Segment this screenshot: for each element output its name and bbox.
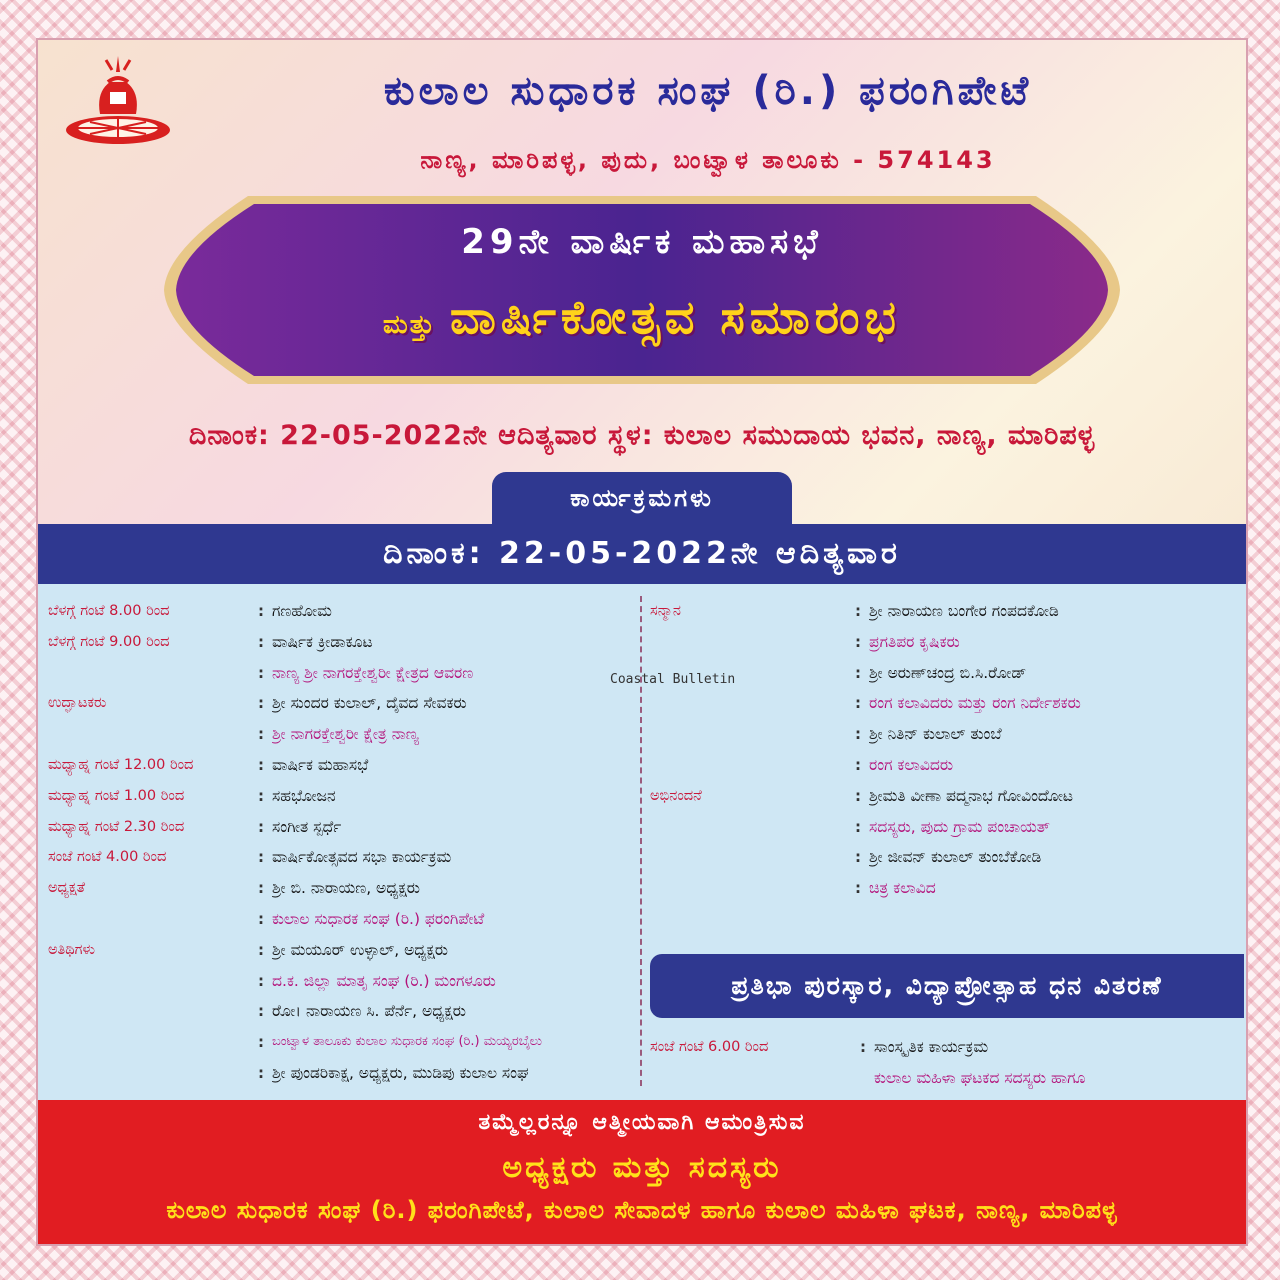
schedule-row [48,935,633,966]
right-schedule-column [650,596,1240,904]
schedule-time: ಮಧ್ಯಾಹ್ನ ಗಂಟೆ 2.30 ರಿಂದ [48,818,185,835]
schedule-row [650,812,1240,843]
schedule-description: ಶ್ರೀ ಸುಂದರ ಕುಲಾಲ್, ದೈವದ ಸೇವಕರು [272,694,467,713]
schedule-separator: : [258,971,264,990]
schedule-separator: : [258,1063,264,1082]
schedule-time: ಮಧ್ಯಾಹ್ನ ಗಂಟೆ 1.00 ರಿಂದ [48,787,185,804]
schedule-row [48,966,633,997]
schedule-row [48,1058,633,1089]
schedule-description: ಪ್ರಗತಿಪರ ಕೃಷಿಕರು [869,632,960,651]
schedule-description: ಸಂಗೀತ ಸ್ಪರ್ಧೆ [272,817,342,836]
schedule-time: ಮಧ್ಯಾಹ್ನ ಗಂಟೆ 12.00 ರಿಂದ [48,756,194,773]
schedule-row [48,688,633,719]
schedule-row [650,658,1240,689]
schedule-separator: : [258,879,264,898]
banner-main-text: ವಾರ್ಷಿಕೋತ್ಸವ ಸಮಾರಂಭ [450,290,901,344]
schedule-description: ಶ್ರೀ ನಿತಿನ್ ಕುಲಾಲ್ ತುಂಬೆ [869,725,1002,744]
schedule-separator: : [860,1038,866,1056]
schedule-separator: : [855,694,861,713]
schedule-separator: : [855,755,861,774]
footer-hosts-line: ಅಧ್ಯಕ್ಷರು ಮತ್ತು ಸದಸ್ಯರು [502,1150,782,1185]
schedule-row [48,596,633,627]
footer-invite-line: ತಮ್ಮೆಲ್ಲರನ್ನೂ ಆತ್ಮೀಯವಾಗಿ ಆಮಂತ್ರಿಸುವ [478,1110,806,1135]
schedule-description: ವಾರ್ಷಿಕೋತ್ಸವದ ಸಭಾ ಕಾರ್ಯಕ್ರಮ [272,848,452,867]
banner-subheadline [158,290,1126,346]
schedule-separator: : [258,755,264,774]
organization-address: ನಾಣ್ಯ, ಮಾರಿಪಳ್ಳ, ಪುದು, ಬಂಟ್ವಾಳ ತಾಲೂಕು - 574143 [420,146,996,174]
schedule-description: ಕುಲಾಲ ಮಹಿಳಾ ಘಟಕದ ಸದಸ್ಯರು ಹಾಗೂ [874,1068,1086,1087]
schedule-separator: : [258,1033,264,1052]
schedule-row [650,781,1240,812]
schedule-row [650,688,1240,719]
schedule-row [48,1027,633,1058]
schedule-panel [38,524,1246,1100]
schedule-description: ಶ್ರೀಮತಿ ವೀಣಾ ಪದ್ಮನಾಭ ಗೋವಿಂದೋಟ [869,786,1074,805]
column-divider [640,596,642,1086]
schedule-description: ಶ್ರೀ ಜೀವನ್ ಕುಲಾಲ್ ತುಂಬೆಕೋಡಿ [869,848,1042,867]
schedule-separator: : [258,663,264,682]
schedule-description: ರಂಗ ಕಲಾವಿದರು ಮತ್ತು ರಂಗ ನಿರ್ದೇಶಕರು [869,694,1081,713]
organization-title: ಕುಲಾಲ ಸುಧಾರಕ ಸಂಘ (ರಿ.) ಫರಂಗಿಪೇಟೆ [383,68,1033,114]
banner-headline: 29ನೇ ವಾರ್ಷಿಕ ಮಹಾಸಭೆ [461,222,823,262]
schedule-row [48,781,633,812]
schedule-separator: : [258,909,264,928]
schedule-time: ಅಭಿನಂದನೆ [650,787,702,804]
schedule-description: ನಾಣ್ಯ ಶ್ರೀ ನಾಗರಕ್ತೇಶ್ವರೀ ಕ್ಷೇತ್ರದ ಆವರಣ [272,663,474,682]
footer-organizations-line: ಕುಲಾಲ ಸುಧಾರಕ ಸಂಘ (ರಿ.) ಫರಂಗಿಪೇಟೆ, ಕುಲಾಲ ಸೇವಾದಳ ಹಾಗೂ ಕುಲಾಲ ಮಹಿಳಾ ಘಟಕ, ನಾಣ್ಯ, ಮಾರಿಪಳ್ಳ [166,1196,1118,1224]
schedule-separator: : [855,632,861,651]
schedule-time: ಸನ್ಮಾನ [650,603,681,619]
schedule-row [650,627,1240,658]
schedule-time: ಅತಿಥಿಗಳು [48,941,95,958]
schedule-description: ರಂಗ ಕಲಾವಿದರು [869,755,954,774]
date-venue-line: ದಿನಾಂಕ: 22-05-2022ನೇ ಆದಿತ್ಯವಾರ ಸ್ಥಳ: ಕುಲಾಲ ಸಮುದಾಯ ಭವನ, ನಾಣ್ಯ, ಮಾರಿಪಳ್ಳ [188,420,1096,451]
watermark: Coastal Bulletin [610,672,736,687]
schedule-separator: : [855,879,861,898]
schedule-row [48,750,633,781]
schedule-description: ಸಾಂಸ್ಕೃತಿಕ ಕಾರ್ಯಕ್ರಮ [874,1038,989,1056]
schedule-row [650,1063,1240,1094]
schedule-separator: : [855,848,861,867]
schedule-description: ವಾರ್ಷಿಕ ಮಹಾಸಭೆ [272,755,369,774]
schedule-description: ಕುಲಾಲ ಸುಧಾರಕ ಸಂಘ (ರಿ.) ಫರಂಗಿಪೇಟೆ [272,909,485,928]
schedule-row [48,873,633,904]
schedule-description: ಶ್ರೀ ಪುಂಡರಿಕಾಕ್ಷ, ಅಧ್ಯಕ್ಷರು, ಮುಡಿಪು ಕುಲಾಲ ಸಂಘ [272,1063,529,1082]
schedule-description: ದ.ಕ. ಜಿಲ್ಲಾ ಮಾತೃ ಸಂಘ (ರಿ.) ಮಂಗಳೂರು [272,971,496,990]
schedule-description: ಸದಸ್ಯರು, ಪುದು ಗ್ರಾಮ ಪಂಚಾಯತ್ [869,817,1050,836]
schedule-row [650,1032,1240,1063]
schedule-separator: : [258,848,264,867]
schedule-description: ಚಿತ್ರ ಕಲಾವಿದ [869,879,936,898]
schedule-time: ಸಂಜೆ ಗಂಟೆ 4.00 ರಿಂದ [48,849,167,866]
schedule-row [48,996,633,1027]
potter-wheel-logo-icon [56,52,192,152]
schedule-description: ಸಹಭೋಜನ [272,786,336,805]
schedule-description: ಶ್ರೀ ನಾಗರಕ್ತೇಶ್ವರೀ ಕ್ಷೇತ್ರ ನಾಣ್ಯ [272,725,419,744]
schedule-separator: : [258,1002,264,1021]
schedule-separator: : [258,817,264,836]
schedule-row [650,842,1240,873]
schedule-separator: : [258,725,264,744]
schedule-row [48,658,633,689]
schedule-row [650,719,1240,750]
poster-inner-panel [36,38,1248,1246]
schedule-description: ಶ್ರೀ ಅರುಣ್‌ಚಂದ್ರ ಬಿ.ಸಿ.ರೋಡ್ [869,663,1027,682]
schedule-description: ಶ್ರೀ ನಾರಾಯಣ ಬಂಗೇರ ಗಂಪದಕೋಡಿ [869,602,1059,620]
schedule-row [650,596,1240,627]
schedule-separator: : [258,786,264,805]
schedule-row [48,627,633,658]
schedule-time: ಉದ್ಘಾಟಕರು [48,695,107,712]
schedule-separator: : [258,694,264,713]
schedule-row [48,842,633,873]
schedule-row [48,812,633,843]
schedule-separator: : [258,602,264,620]
banner-prefix: ಮತ್ತು [383,310,437,340]
schedule-separator: : [855,817,861,836]
schedule-description: ವಾರ್ಷಿಕ ಕ್ರೀಡಾಕೂಟ [272,632,373,651]
footer-invitation [38,1100,1246,1244]
schedule-separator: : [855,663,861,682]
schedule-separator: : [855,786,861,805]
schedule-row [48,904,633,935]
program-date-bar: ದಿನಾಂಕ: 22-05-2022ನೇ ಆದಿತ್ಯವಾರ [38,524,1246,584]
schedule-row [650,750,1240,781]
schedule-row [48,719,633,750]
schedule-description: ರೋ। ನಾರಾಯಣ ಸಿ. ಪೆರ್ನೆ, ಅಧ್ಯಕ್ಷರು [272,1002,466,1021]
schedule-time: ಬೆಳಗ್ಗೆ ಗಂಟೆ 9.00 ರಿಂದ [48,633,170,650]
schedule-description: ಗಣಹೋಮ [272,602,332,620]
schedule-time: ಬೆಳಗ್ಗೆ ಗಂಟೆ 8.00 ರಿಂದ [48,603,170,619]
schedule-time: ಅಧ್ಯಕ್ಷತೆ [48,880,86,897]
award-title-bar: ಪ್ರತಿಭಾ ಪುರಸ್ಕಾರ, ವಿದ್ಯಾಪ್ರೋತ್ಸಾಹ ಧನ ವಿತರಣೆ [650,954,1244,1018]
left-schedule-column [48,596,633,1089]
programs-tab: ಕಾರ್ಯಕ್ರಮಗಳು [492,472,792,524]
schedule-separator: : [258,940,264,959]
schedule-description: ಬಂಟ್ವಾಳ ತಾಲೂಕು ಕುಲಾಲ ಸುಧಾರಕ ಸಂಘ (ರಿ.) ಮಯ್ಯರಬೈಲು [272,1034,543,1050]
schedule-separator: : [855,602,861,620]
schedule-separator: : [855,725,861,744]
schedule-description: ಶ್ರೀ ಬಿ. ನಾರಾಯಣ, ಅಧ್ಯಕ್ಷರು [272,879,420,898]
schedule-row [650,873,1240,904]
schedule-separator: : [258,632,264,651]
schedule-time: ಸಂಜೆ ಗಂಟೆ 6.00 ರಿಂದ [650,1039,769,1055]
schedule-description: ಶ್ರೀ ಮಯೂರ್ ಉಳ್ಳಾಲ್, ಅಧ್ಯಕ್ಷರು [272,940,448,959]
